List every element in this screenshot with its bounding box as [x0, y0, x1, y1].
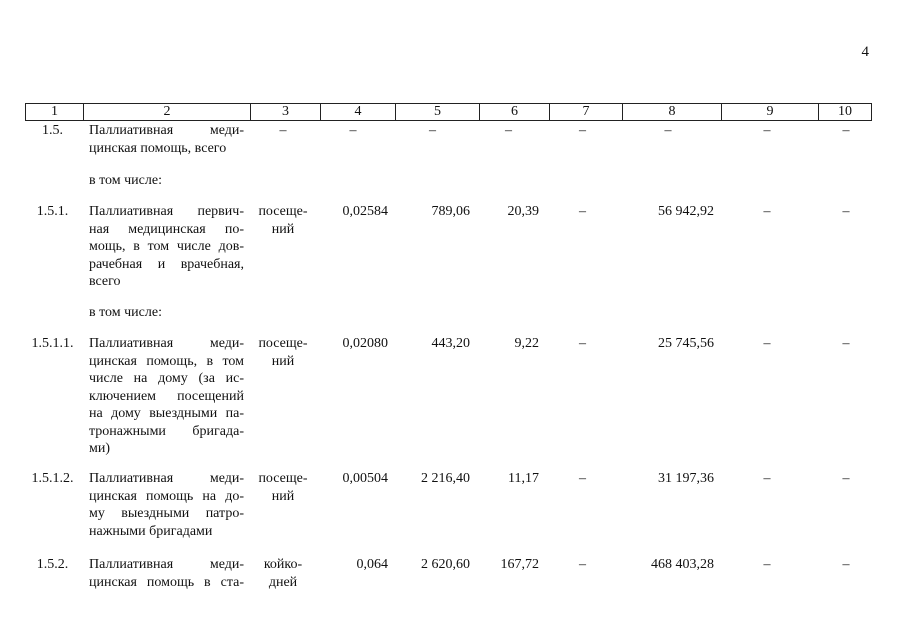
row-col9: –: [763, 557, 771, 572]
row-col7: –: [579, 123, 586, 138]
row-name-line: тронажными бригада-: [89, 423, 244, 439]
row-name-line: ми): [89, 441, 111, 456]
row-col9: –: [763, 336, 771, 351]
row-col5: 2 620,60: [421, 557, 470, 572]
row-name-line: Паллиативная меди-: [89, 336, 244, 351]
subheading: в том числе:: [89, 173, 162, 188]
column-header-9: 9: [722, 104, 819, 121]
row-unit: [252, 203, 314, 238]
row-unit-line: посеще-: [258, 471, 308, 486]
row-col4: 0,064: [356, 557, 388, 572]
row-unit: [252, 335, 314, 370]
row-col9: –: [763, 471, 771, 486]
column-header-2: 2: [84, 104, 251, 121]
row-name-line: мощь, в том числе дов-: [89, 239, 244, 254]
row-name-line: цинская помощь в ста-: [89, 574, 244, 590]
row-unit: –: [279, 123, 287, 138]
row-col6: 9,22: [514, 336, 539, 351]
row-col8: 31 197,36: [658, 471, 714, 486]
row-name-line: цинская помощь, в том: [89, 353, 244, 369]
row-col8: 56 942,92: [658, 204, 714, 219]
row-number: 1.5.1.: [36, 204, 69, 219]
page-number: 4: [861, 44, 869, 60]
row-name: [89, 122, 244, 157]
row-name-line: Паллиативная первич-: [89, 204, 244, 219]
row-name: [89, 556, 244, 591]
row-col4: 0,02584: [342, 204, 388, 219]
row-name-line: на дому выездными па-: [89, 406, 244, 421]
row-name-line: Паллиативная меди-: [89, 471, 244, 486]
row-col10: –: [842, 471, 850, 486]
row-unit-line: посеще-: [258, 204, 308, 219]
row-col10: –: [842, 204, 850, 219]
row-col5: 789,06: [431, 204, 470, 219]
column-header-3: 3: [251, 104, 321, 121]
row-col7: –: [579, 204, 586, 219]
column-header-10: 10: [819, 104, 872, 121]
row-col7: –: [579, 336, 586, 351]
row-col8: –: [664, 123, 672, 138]
row-name-line: всего: [89, 274, 121, 289]
row-number: 1.5.2.: [36, 557, 69, 572]
row-name-line: рачебная и врачебная,: [89, 256, 244, 272]
row-col7: –: [579, 471, 586, 486]
row-name: [89, 470, 244, 540]
row-col8: 468 403,28: [651, 557, 714, 572]
row-col5: –: [429, 123, 436, 138]
row-number: 1.5.1.1.: [31, 336, 74, 351]
row-unit-line: ний: [271, 488, 295, 504]
row-col9: –: [763, 123, 771, 138]
column-header-4: 4: [321, 104, 396, 121]
row-unit-line: ний: [271, 221, 295, 237]
row-name-line: цинская помощь на до-: [89, 488, 244, 504]
row-name: [89, 335, 244, 458]
row-name-line: числе на дому (за ис-: [89, 371, 244, 386]
row-unit-line: койко-: [263, 557, 303, 572]
column-number-header: [25, 103, 872, 121]
row-col4: –: [349, 123, 357, 138]
row-col6: –: [505, 123, 512, 138]
row-col6: 20,39: [507, 204, 539, 219]
column-header-8: 8: [623, 104, 722, 121]
column-header-5: 5: [396, 104, 480, 121]
row-col7: –: [579, 557, 586, 572]
column-header-7: 7: [550, 104, 623, 121]
row-unit-line: ний: [271, 353, 295, 369]
row-name-line: Паллиативная меди-: [89, 123, 244, 138]
row-name-line: нажными бригадами: [89, 523, 213, 539]
column-header-1: 1: [26, 104, 84, 121]
row-number: 1.5.1.2.: [31, 471, 74, 486]
row-col4: 0,00504: [342, 471, 388, 486]
row-col10: –: [842, 123, 850, 138]
row-col8: 25 745,56: [658, 336, 714, 351]
row-col5: 443,20: [431, 336, 470, 351]
row-col10: –: [842, 336, 850, 351]
row-col6: 11,17: [508, 471, 539, 486]
row-unit-line: посеще-: [258, 336, 308, 351]
row-name-line: Паллиативная меди-: [89, 557, 244, 572]
row-name-line: му выездными патро-: [89, 506, 244, 521]
row-col5: 2 216,40: [421, 471, 470, 486]
subheading: в том числе:: [89, 305, 162, 320]
row-col9: –: [763, 204, 771, 219]
row-unit-line: дней: [268, 574, 298, 590]
row-unit: [252, 470, 314, 505]
row-name-line: ключением посещений: [89, 388, 244, 404]
row-col4: 0,02080: [342, 336, 388, 351]
column-header-6: 6: [480, 104, 550, 121]
row-name: [89, 203, 244, 291]
row-unit: [252, 556, 314, 591]
row-col10: –: [842, 557, 850, 572]
row-name-line: ная медицинская по-: [89, 221, 244, 237]
row-name-line: цинская помощь, всего: [89, 140, 227, 156]
row-number: 1.5.: [42, 123, 63, 138]
row-col6: 167,72: [500, 557, 539, 572]
